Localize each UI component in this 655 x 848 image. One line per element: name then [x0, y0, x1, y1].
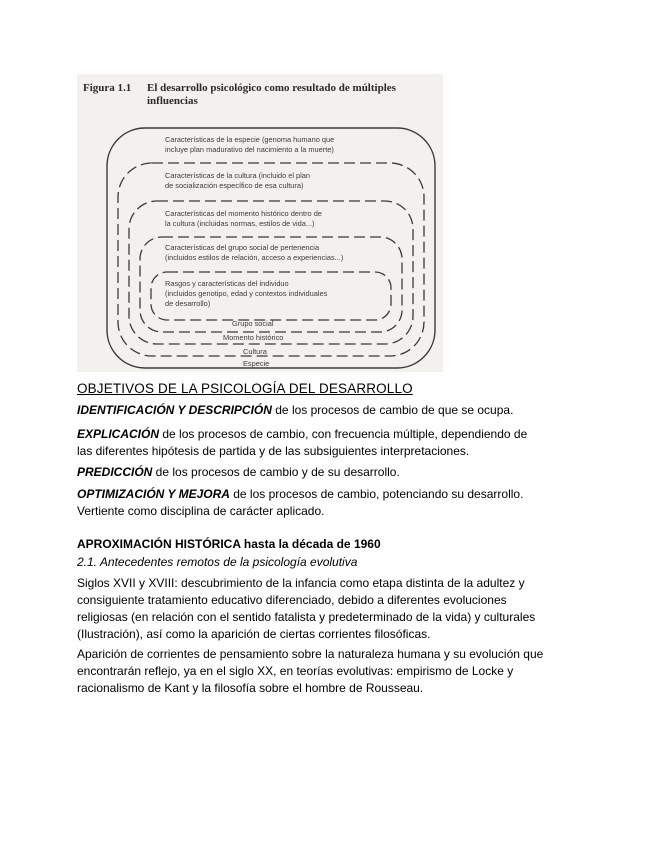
- history-subtitle: 2.1. Antecedentes remotos de la psicología evolutiva: [77, 555, 358, 569]
- diagram-svg: [77, 74, 443, 372]
- layer-cultura-line2: de socialización específico de esa cultura): [165, 181, 304, 190]
- paragraph-line: racionalismo de Kant y la filosofía sobre el hombre de Rousseau.: [77, 681, 424, 695]
- objective-term: EXPLICACIÓN: [77, 427, 160, 441]
- layer-grupo-line1: Características del grupo social de pertenencia: [165, 243, 320, 252]
- label-grupo-social: Grupo social: [232, 319, 274, 328]
- objective-explicacion: [77, 426, 582, 460]
- objective-term: OPTIMIZACIÓN Y MEJORA: [77, 487, 230, 501]
- layer-momento-line2: la cultura (incluidas normas, estilos de vida...): [165, 219, 315, 228]
- objective-optimizacion: [77, 486, 582, 520]
- paragraph-line: religiosas (en relación con el sentido fatalista y predeterminado de la vida) y culturales: [77, 610, 536, 624]
- label-cultura: Cultura: [243, 347, 267, 356]
- paragraph-line: encontrarán reflejo, ya en el siglo XX, en teorías evolutivas: empirismo de Locke y: [77, 664, 514, 678]
- objective-text: de los procesos de cambio, con frecuencia múltiple, dependiendo de: [159, 427, 528, 441]
- layer-momento-line1: Características del momento histórico dentro de: [165, 209, 322, 218]
- objective-text: de los procesos de cambio y de su desarrollo.: [152, 465, 400, 479]
- layer-individuo-line3: de desarrollo): [165, 299, 211, 308]
- objective-text-cont: las diferentes hipótesis de partida y de las subsiguientes interpretaciones.: [77, 444, 470, 458]
- layer-individuo-line2: (incluidos genotipo, edad y contextos individuales: [165, 289, 328, 298]
- paragraph-line: Siglos XVII y XVIII: descubrimiento de la infancia como etapa distinta de la adultez y: [77, 576, 525, 590]
- label-momento-historico: Momento histórico: [223, 333, 284, 342]
- paragraph-line: (Ilustración), así como la aparición de ciertas corrientes filosóficas.: [77, 627, 431, 641]
- layer-individuo-line1: Rasgos y características del individuo: [165, 279, 289, 288]
- objective-text: de los procesos de cambio de que se ocupa.: [271, 403, 514, 417]
- objective-term: PREDICCIÓN: [77, 465, 153, 479]
- layer-cultura-line1: Características de la cultura (incluido el plan: [165, 171, 311, 180]
- history-paragraph-1: [77, 575, 582, 643]
- label-especie: Especie: [243, 359, 270, 368]
- figure-label: Figura 1.1: [83, 82, 132, 94]
- paragraph-line: consiguiente tratamiento educativo diferenciado, debido a diferentes evoluciones: [77, 593, 507, 607]
- history-title: APROXIMACIÓN HISTÓRICA hasta la década de 1960: [77, 537, 381, 551]
- layer-grupo-line2: (incluidos estilos de relación, acceso a experiencias...): [165, 253, 344, 262]
- figure-nested-influences: [77, 74, 443, 372]
- paragraph-line: Aparición de corrientes de pensamiento sobre la naturaleza humana y su evolución que: [77, 647, 544, 661]
- figure-title-line2: influencias: [147, 95, 198, 107]
- objective-term: IDENTIFICACIÓN Y DESCRIPCIÓN: [77, 403, 272, 417]
- objectives-heading: OBJETIVOS DE LA PSICOLOGÍA DEL DESARROLLO: [77, 381, 413, 396]
- figure-title-line1: El desarrollo psicológico como resultado de múltiples: [147, 82, 396, 94]
- layer-especie-line1: Características de la especie (genoma humano que: [165, 135, 335, 144]
- history-paragraph-2: [77, 646, 582, 697]
- objective-identificacion: [77, 402, 582, 419]
- layer-especie-line2: incluye plan madurativo del nacimiento a la muerte): [165, 145, 334, 154]
- objective-text-cont: Vertiente como disciplina de carácter aplicado.: [77, 504, 325, 518]
- objective-prediccion: [77, 464, 582, 481]
- objective-text: de los procesos de cambio, potenciando su desarrollo.: [229, 487, 524, 501]
